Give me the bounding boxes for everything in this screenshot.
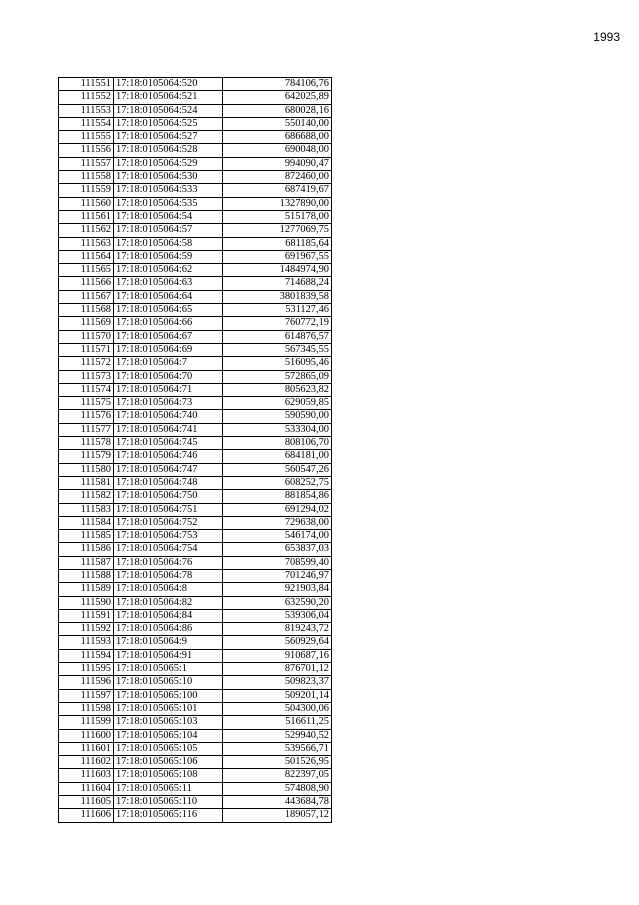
table-row <box>59 702 332 715</box>
row-index-cell: 111572 <box>59 357 114 370</box>
cadastral-value-cell: 501526,95 <box>223 756 332 769</box>
row-index-cell: 111577 <box>59 423 114 436</box>
cadastral-value-cell: 691294,02 <box>223 503 332 516</box>
cadastral-number-cell: 17:18:0105064:752 <box>114 516 223 529</box>
cadastral-number-cell: 17:18:0105064:527 <box>114 131 223 144</box>
table-row <box>59 197 332 210</box>
row-index-cell: 111599 <box>59 716 114 729</box>
table-row <box>59 503 332 516</box>
cadastral-number-cell: 17:18:0105064:54 <box>114 210 223 223</box>
cadastral-number-cell: 17:18:0105064:747 <box>114 463 223 476</box>
table-row <box>59 676 332 689</box>
cadastral-value-cell: 608252,75 <box>223 476 332 489</box>
cadastral-value-cell: 872460,00 <box>223 171 332 184</box>
cadastral-value-cell: 504300,06 <box>223 702 332 715</box>
cadastral-value-cell: 546174,00 <box>223 530 332 543</box>
cadastral-value-cell: 687419,67 <box>223 184 332 197</box>
table-row <box>59 317 332 330</box>
cadastral-value-cell: 443684,78 <box>223 796 332 809</box>
table-row <box>59 304 332 317</box>
row-index-cell: 111571 <box>59 343 114 356</box>
cadastral-number-cell: 17:18:0105064:746 <box>114 450 223 463</box>
row-index-cell: 111574 <box>59 383 114 396</box>
table-row <box>59 609 332 622</box>
table-row <box>59 290 332 303</box>
table-row <box>59 277 332 290</box>
cadastral-value-cell: 784106,76 <box>223 78 332 91</box>
cadastral-number-cell: 17:18:0105064:82 <box>114 596 223 609</box>
cadastral-number-cell: 17:18:0105064:78 <box>114 569 223 582</box>
table-row <box>59 144 332 157</box>
row-index-cell: 111583 <box>59 503 114 516</box>
cadastral-number-cell: 17:18:0105065:116 <box>114 809 223 822</box>
row-index-cell: 111601 <box>59 742 114 755</box>
row-index-cell: 111597 <box>59 689 114 702</box>
cadastral-value-cell: 1327890,00 <box>223 197 332 210</box>
table-row <box>59 543 332 556</box>
table-row <box>59 397 332 410</box>
row-index-cell: 111575 <box>59 397 114 410</box>
table-row <box>59 689 332 702</box>
cadastral-value-cell: 701246,97 <box>223 569 332 582</box>
table-row <box>59 91 332 104</box>
cadastral-value-cell: 632590,20 <box>223 596 332 609</box>
table-row <box>59 104 332 117</box>
row-index-cell: 111561 <box>59 210 114 223</box>
cadastral-number-cell: 17:18:0105064:86 <box>114 623 223 636</box>
cadastral-number-cell: 17:18:0105064:521 <box>114 91 223 104</box>
cadastral-value-cell: 681185,64 <box>223 237 332 250</box>
table-row <box>59 423 332 436</box>
cadastral-number-cell: 17:18:0105065:10 <box>114 676 223 689</box>
table-row <box>59 330 332 343</box>
cadastral-number-cell: 17:18:0105064:58 <box>114 237 223 250</box>
cadastral-value-cell: 533304,00 <box>223 423 332 436</box>
cadastral-value-cell: 572865,09 <box>223 370 332 383</box>
row-index-cell: 111605 <box>59 796 114 809</box>
row-index-cell: 111581 <box>59 476 114 489</box>
cadastral-value-cell: 3801839,58 <box>223 290 332 303</box>
row-index-cell: 111564 <box>59 250 114 263</box>
table-row <box>59 343 332 356</box>
row-index-cell: 111596 <box>59 676 114 689</box>
row-index-cell: 111589 <box>59 583 114 596</box>
cadastral-value-cell: 515178,00 <box>223 210 332 223</box>
cadastral-value-cell: 590590,00 <box>223 410 332 423</box>
cadastral-number-cell: 17:18:0105064:9 <box>114 636 223 649</box>
table-row <box>59 490 332 503</box>
cadastral-number-cell: 17:18:0105065:11 <box>114 782 223 795</box>
cadastral-number-cell: 17:18:0105064:84 <box>114 609 223 622</box>
table-row <box>59 171 332 184</box>
cadastral-value-cell: 653837,03 <box>223 543 332 556</box>
cadastral-value-table <box>58 77 332 823</box>
cadastral-number-cell: 17:18:0105064:530 <box>114 171 223 184</box>
row-index-cell: 111565 <box>59 264 114 277</box>
cadastral-value-cell: 690048,00 <box>223 144 332 157</box>
table-row <box>59 596 332 609</box>
cadastral-number-cell: 17:18:0105064:62 <box>114 264 223 277</box>
cadastral-value-cell: 819243,72 <box>223 623 332 636</box>
cadastral-value-cell: 539306,04 <box>223 609 332 622</box>
table-row <box>59 383 332 396</box>
cadastral-number-cell: 17:18:0105065:106 <box>114 756 223 769</box>
table-row <box>59 463 332 476</box>
row-index-cell: 111594 <box>59 649 114 662</box>
table-row <box>59 410 332 423</box>
cadastral-value-cell: 708599,40 <box>223 556 332 569</box>
row-index-cell: 111606 <box>59 809 114 822</box>
table-row <box>59 250 332 263</box>
cadastral-value-cell: 994090,47 <box>223 157 332 170</box>
cadastral-number-cell: 17:18:0105064:748 <box>114 476 223 489</box>
cadastral-value-cell: 691967,55 <box>223 250 332 263</box>
row-index-cell: 111567 <box>59 290 114 303</box>
cadastral-value-cell: 1484974,90 <box>223 264 332 277</box>
cadastral-value-cell: 574808,90 <box>223 782 332 795</box>
row-index-cell: 111576 <box>59 410 114 423</box>
cadastral-number-cell: 17:18:0105064:64 <box>114 290 223 303</box>
row-index-cell: 111563 <box>59 237 114 250</box>
row-index-cell: 111578 <box>59 437 114 450</box>
row-index-cell: 111591 <box>59 609 114 622</box>
row-index-cell: 111570 <box>59 330 114 343</box>
cadastral-value-cell: 714688,24 <box>223 277 332 290</box>
cadastral-number-cell: 17:18:0105064:67 <box>114 330 223 343</box>
row-index-cell: 111590 <box>59 596 114 609</box>
cadastral-value-cell: 509823,37 <box>223 676 332 689</box>
table-row <box>59 157 332 170</box>
table-row <box>59 636 332 649</box>
cadastral-value-cell: 921903,84 <box>223 583 332 596</box>
table-row <box>59 184 332 197</box>
table-row <box>59 530 332 543</box>
row-index-cell: 111562 <box>59 224 114 237</box>
cadastral-value-cell: 516611,25 <box>223 716 332 729</box>
table-row <box>59 782 332 795</box>
table-row <box>59 450 332 463</box>
table-row <box>59 649 332 662</box>
cadastral-number-cell: 17:18:0105064:525 <box>114 117 223 130</box>
cadastral-number-cell: 17:18:0105064:745 <box>114 437 223 450</box>
table-row <box>59 437 332 450</box>
cadastral-number-cell: 17:18:0105064:91 <box>114 649 223 662</box>
table-row <box>59 131 332 144</box>
cadastral-value-cell: 529940,52 <box>223 729 332 742</box>
row-index-cell: 111592 <box>59 623 114 636</box>
row-index-cell: 111588 <box>59 569 114 582</box>
cadastral-number-cell: 17:18:0105064:529 <box>114 157 223 170</box>
table-row <box>59 78 332 91</box>
cadastral-number-cell: 17:18:0105065:103 <box>114 716 223 729</box>
row-index-cell: 111558 <box>59 171 114 184</box>
cadastral-value-cell: 686688,00 <box>223 131 332 144</box>
cadastral-number-cell: 17:18:0105064:533 <box>114 184 223 197</box>
cadastral-number-cell: 17:18:0105064:524 <box>114 104 223 117</box>
cadastral-number-cell: 17:18:0105064:69 <box>114 343 223 356</box>
row-index-cell: 111553 <box>59 104 114 117</box>
cadastral-number-cell: 17:18:0105065:110 <box>114 796 223 809</box>
row-index-cell: 111598 <box>59 702 114 715</box>
cadastral-number-cell: 17:18:0105064:71 <box>114 383 223 396</box>
cadastral-value-cell: 729638,00 <box>223 516 332 529</box>
table-row <box>59 742 332 755</box>
row-index-cell: 111555 <box>59 131 114 144</box>
table-row <box>59 756 332 769</box>
cadastral-value-cell: 560929,64 <box>223 636 332 649</box>
row-index-cell: 111551 <box>59 78 114 91</box>
cadastral-value-cell: 1277069,75 <box>223 224 332 237</box>
row-index-cell: 111579 <box>59 450 114 463</box>
cadastral-number-cell: 17:18:0105064:754 <box>114 543 223 556</box>
table-row <box>59 729 332 742</box>
row-index-cell: 111593 <box>59 636 114 649</box>
table-row <box>59 117 332 130</box>
cadastral-value-cell: 560547,26 <box>223 463 332 476</box>
row-index-cell: 111580 <box>59 463 114 476</box>
row-index-cell: 111603 <box>59 769 114 782</box>
cadastral-number-cell: 17:18:0105065:1 <box>114 663 223 676</box>
cadastral-number-cell: 17:18:0105064:753 <box>114 530 223 543</box>
row-index-cell: 111584 <box>59 516 114 529</box>
cadastral-value-cell: 910687,16 <box>223 649 332 662</box>
row-index-cell: 111604 <box>59 782 114 795</box>
cadastral-number-cell: 17:18:0105065:105 <box>114 742 223 755</box>
row-index-cell: 111557 <box>59 157 114 170</box>
row-index-cell: 111559 <box>59 184 114 197</box>
table-row <box>59 237 332 250</box>
table-row <box>59 264 332 277</box>
table-row <box>59 583 332 596</box>
cadastral-value-cell: 808106,70 <box>223 437 332 450</box>
cadastral-number-cell: 17:18:0105064:751 <box>114 503 223 516</box>
row-index-cell: 111569 <box>59 317 114 330</box>
page-number: 1993 <box>593 30 620 44</box>
row-index-cell: 111586 <box>59 543 114 556</box>
table-row <box>59 769 332 782</box>
row-index-cell: 111587 <box>59 556 114 569</box>
table-row <box>59 476 332 489</box>
table-row <box>59 569 332 582</box>
table-row <box>59 796 332 809</box>
cadastral-value-cell: 614876,57 <box>223 330 332 343</box>
cadastral-value-cell: 805623,82 <box>223 383 332 396</box>
table-row <box>59 516 332 529</box>
cadastral-number-cell: 17:18:0105064:7 <box>114 357 223 370</box>
cadastral-number-cell: 17:18:0105064:8 <box>114 583 223 596</box>
row-index-cell: 111554 <box>59 117 114 130</box>
row-index-cell: 111552 <box>59 91 114 104</box>
row-index-cell: 111585 <box>59 530 114 543</box>
row-index-cell: 111582 <box>59 490 114 503</box>
cadastral-value-cell: 881854,86 <box>223 490 332 503</box>
cadastral-number-cell: 17:18:0105064:73 <box>114 397 223 410</box>
cadastral-number-cell: 17:18:0105064:59 <box>114 250 223 263</box>
cadastral-value-cell: 876701,12 <box>223 663 332 676</box>
cadastral-number-cell: 17:18:0105064:66 <box>114 317 223 330</box>
row-index-cell: 111560 <box>59 197 114 210</box>
cadastral-value-cell: 642025,89 <box>223 91 332 104</box>
cadastral-number-cell: 17:18:0105064:528 <box>114 144 223 157</box>
cadastral-number-cell: 17:18:0105064:70 <box>114 370 223 383</box>
table-row <box>59 623 332 636</box>
cadastral-value-cell: 189057,12 <box>223 809 332 822</box>
cadastral-value-cell: 760772,19 <box>223 317 332 330</box>
cadastral-value-cell: 684181,00 <box>223 450 332 463</box>
cadastral-number-cell: 17:18:0105064:520 <box>114 78 223 91</box>
table-body <box>59 78 332 823</box>
cadastral-number-cell: 17:18:0105065:104 <box>114 729 223 742</box>
cadastral-value-cell: 550140,00 <box>223 117 332 130</box>
cadastral-number-cell: 17:18:0105064:535 <box>114 197 223 210</box>
cadastral-value-cell: 822397,05 <box>223 769 332 782</box>
cadastral-number-cell: 17:18:0105064:76 <box>114 556 223 569</box>
cadastral-value-cell: 509201,14 <box>223 689 332 702</box>
cadastral-value-cell: 680028,16 <box>223 104 332 117</box>
table-row <box>59 556 332 569</box>
table-row <box>59 716 332 729</box>
table-row <box>59 210 332 223</box>
cadastral-value-cell: 629059,85 <box>223 397 332 410</box>
cadastral-number-cell: 17:18:0105065:108 <box>114 769 223 782</box>
cadastral-number-cell: 17:18:0105064:57 <box>114 224 223 237</box>
row-index-cell: 111600 <box>59 729 114 742</box>
cadastral-number-cell: 17:18:0105065:100 <box>114 689 223 702</box>
table-row <box>59 663 332 676</box>
cadastral-number-cell: 17:18:0105064:63 <box>114 277 223 290</box>
cadastral-value-cell: 539566,71 <box>223 742 332 755</box>
table-row <box>59 357 332 370</box>
table-row <box>59 809 332 822</box>
row-index-cell: 111556 <box>59 144 114 157</box>
cadastral-number-cell: 17:18:0105064:65 <box>114 304 223 317</box>
cadastral-value-cell: 531127,46 <box>223 304 332 317</box>
row-index-cell: 111568 <box>59 304 114 317</box>
table-row <box>59 224 332 237</box>
cadastral-value-cell: 516095,46 <box>223 357 332 370</box>
cadastral-number-cell: 17:18:0105065:101 <box>114 702 223 715</box>
table-row <box>59 370 332 383</box>
cadastral-value-cell: 567345,55 <box>223 343 332 356</box>
cadastral-number-cell: 17:18:0105064:741 <box>114 423 223 436</box>
cadastral-number-cell: 17:18:0105064:740 <box>114 410 223 423</box>
row-index-cell: 111602 <box>59 756 114 769</box>
row-index-cell: 111573 <box>59 370 114 383</box>
row-index-cell: 111566 <box>59 277 114 290</box>
cadastral-number-cell: 17:18:0105064:750 <box>114 490 223 503</box>
row-index-cell: 111595 <box>59 663 114 676</box>
